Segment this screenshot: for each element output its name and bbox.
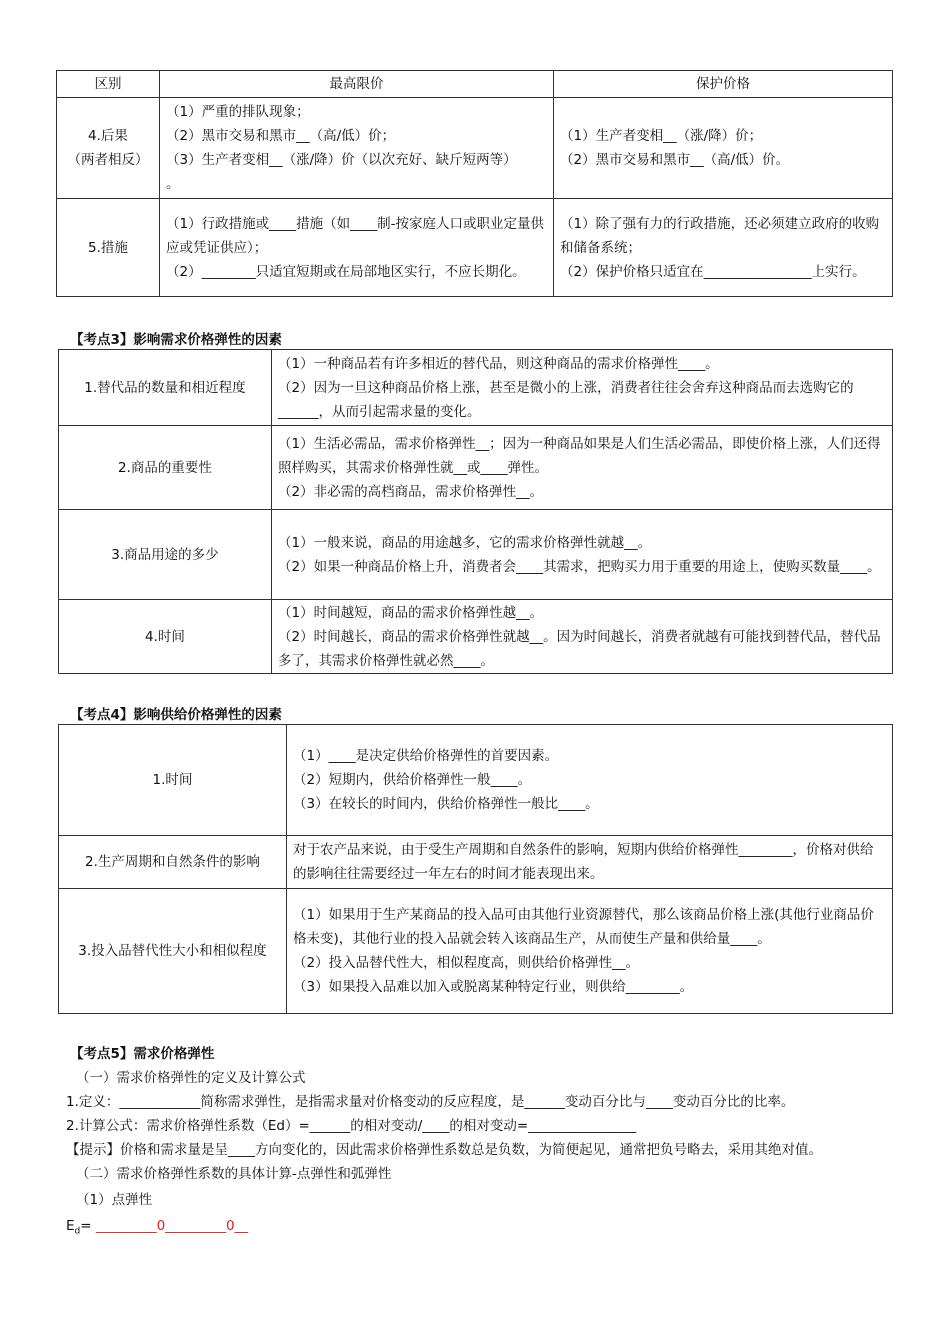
header-difference: 区别 — [57, 71, 160, 98]
row-label: 5.措施 — [57, 199, 160, 297]
supply-elasticity-table — [58, 724, 893, 1014]
table-row-measures — [57, 199, 893, 297]
subheading-definition: （一）需求价格弹性的定义及计算公式 — [76, 1070, 306, 1086]
row-label: 4.时间 — [59, 600, 272, 674]
row-content: （1）一种商品若有许多相近的替代品，则这种商品的需求价格弹性____。 （2）因为一旦这种商品价格上涨，甚至是微小的上涨，消费者往往会舍弃这种商品而去选购它的______，从而引起需求量的变化。 — [272, 350, 893, 426]
row-content: （1）时间越短，商品的需求价格弹性越__。 （2）时间越长，商品的需求价格弹性就越__。因为时间越长，消费者就越有可能找到替代品，替代品多了，其需求价格弹性就必然____。 — [272, 600, 893, 674]
table-row — [59, 350, 893, 426]
price-control-table — [56, 70, 893, 297]
row-label: 1.时间 — [59, 725, 287, 836]
row-label: 3.商品用途的多少 — [59, 510, 272, 600]
protect-price-cell: （1）生产者变相__（涨/降）价； （2）黑市交易和黑市__（高/低）价。 — [554, 98, 893, 199]
header-max-price: 最高限价 — [160, 71, 554, 98]
section4-heading: 【考点4】影响供给价格弹性的因素 — [70, 707, 282, 723]
demand-elasticity-table — [58, 349, 893, 674]
subheading-calc: （二）需求价格弹性系数的具体计算-点弹性和弧弹性 — [76, 1166, 392, 1182]
subheading-point-elasticity: （1）点弹性 — [76, 1192, 153, 1208]
protect-price-cell: （1）除了强有力的行政措施，还必须建立政府的收购和储备系统； （2）保护价格只适宜在________________上实行。 — [554, 199, 893, 297]
definition-line: 1.定义：____________简称需求弹性，是指需求量对价格变动的反应程度，是______变动百分比与____变动百分比的比率。 — [66, 1094, 795, 1110]
table-row — [59, 889, 893, 1014]
section3-heading: 【考点3】影响需求价格弹性的因素 — [70, 332, 282, 348]
row-label: 4.后果 （两者相反） — [57, 98, 160, 199]
row-content: （1）____是决定供给价格弹性的首要因素。 （2）短期内，供给价格弹性一般____。 （3）在较长的时间内，供给价格弹性一般比____。 — [287, 725, 893, 836]
table-row — [59, 426, 893, 510]
ed-formula: $E_d=$ _________0_________0__ — [66, 1218, 249, 1237]
table-row — [59, 725, 893, 836]
row-label: 2.商品的重要性 — [59, 426, 272, 510]
max-price-cell: （1）行政措施或____措施（如____制-按家庭人口或职业定量供应或凭证供应）； （2）________只适宜短期或在局部地区实行，不应长期化。 — [160, 199, 554, 297]
row-label: 1.替代品的数量和相近程度 — [59, 350, 272, 426]
table-header-row — [57, 71, 893, 98]
ed-formula-blanks: _________0_________0__ — [95, 1218, 249, 1234]
table-row-consequence — [57, 98, 893, 199]
row-content: （1）生活必需品，需求价格弹性__；因为一种商品如果是人们生活必需品，即使价格上涨，人们还得照样购买，其需求价格弹性就__或____弹性。 （2）非必需的高档商品，需求价格弹性__。 — [272, 426, 893, 510]
formula-line: 2.计算公式：需求价格弹性系数（Ed）=______的相对变动/____的相对变动=________________ — [66, 1118, 637, 1134]
tip-line: 【提示】价格和需求量是呈____方向变化的，因此需求价格弹性系数总是负数，为简便起见，通常把负号略去，采用其绝对值。 — [66, 1142, 822, 1158]
header-protect-price: 保护价格 — [554, 71, 893, 98]
max-price-cell: （1）严重的排队现象； （2）黑市交易和黑市__（高/低）价； （3）生产者变相__（涨/降）价（以次充好、缺斤短两等） 。 — [160, 98, 554, 199]
row-content: （1）一般来说，商品的用途越多，它的需求价格弹性就越__。 （2）如果一种商品价格上升，消费者会____其需求，把购买力用于重要的用途上，使购买数量____。 — [272, 510, 893, 600]
row-content: （1）如果用于生产某商品的投入品可由其他行业资源替代，那么该商品价格上涨(其他行业商品价格未变)，其他行业的投入品就会转入该商品生产，从而使生产量和供给量____。 （2）投入品替代性大，相似程度高，则供给价格弹性__。 （3）如果投入品难以加入或脱离某种特定行业，则供给________。 — [287, 889, 893, 1014]
row-label: 3.投入品替代性大小和相似程度 — [59, 889, 287, 1014]
table-row — [59, 600, 893, 674]
table-row — [59, 836, 893, 889]
row-content: 对于农产品来说，由于受生产周期和自然条件的影响，短期内供给价格弹性________，价格对供给的影响往往需要经过一年左右的时间才能表现出来。 — [287, 836, 893, 889]
table-row — [59, 510, 893, 600]
row-label: 2.生产周期和自然条件的影响 — [59, 836, 287, 889]
section5-heading: 【考点5】需求价格弹性 — [70, 1046, 215, 1062]
